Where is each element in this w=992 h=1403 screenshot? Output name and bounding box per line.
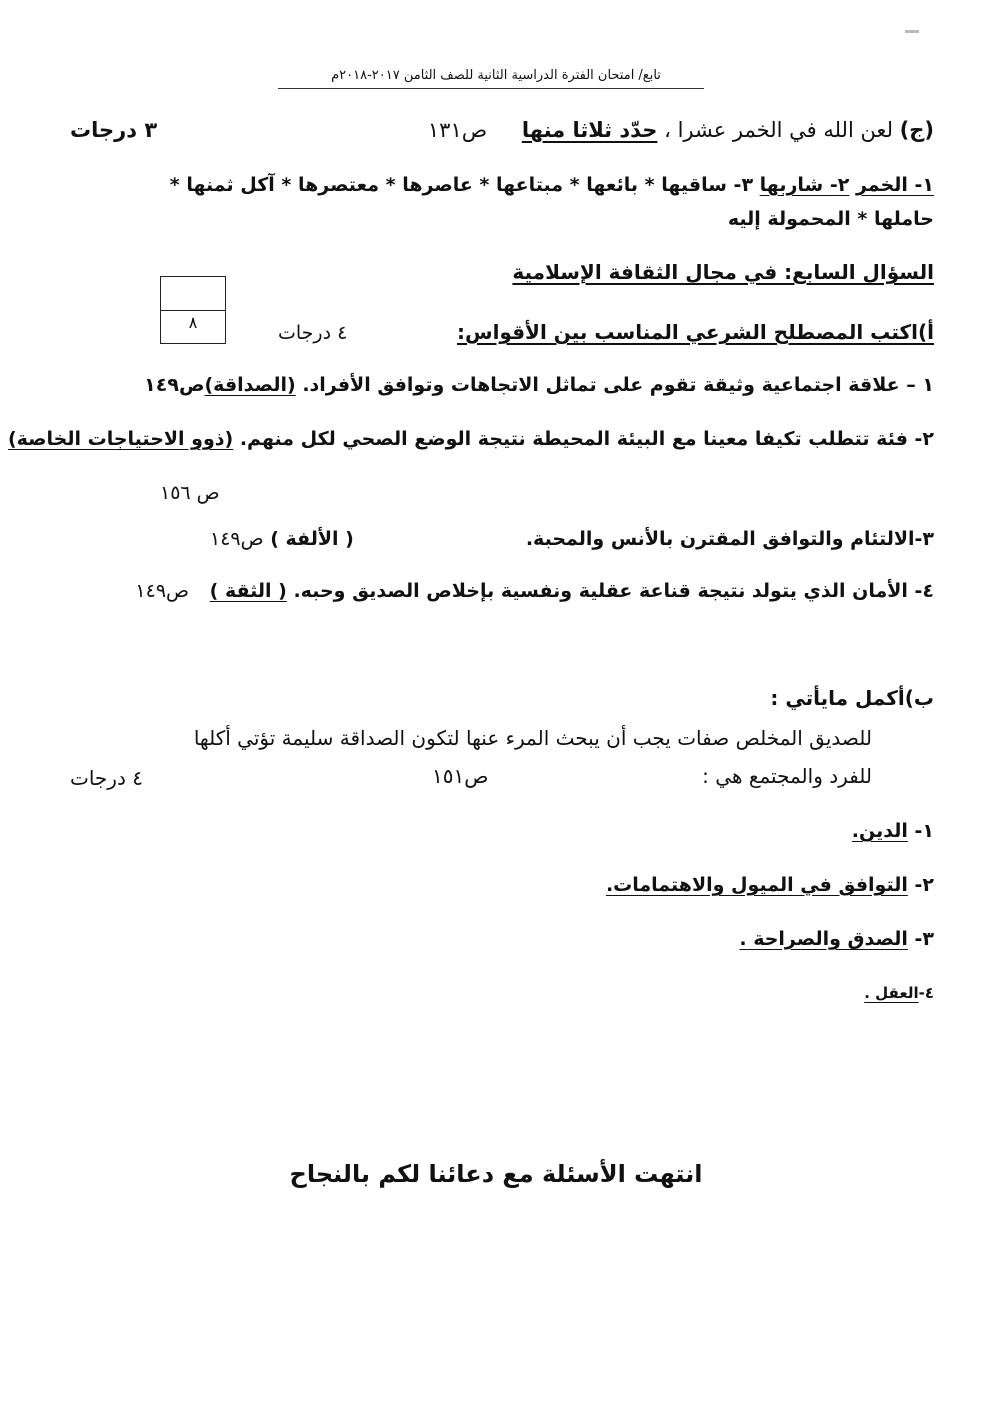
answer-text: الدين. xyxy=(851,820,908,842)
question-seven-title: السؤال السابع: في مجال الثقافة الإسلامية xyxy=(512,260,934,284)
part-b-marks: ٤ درجات xyxy=(70,766,143,790)
answer-item: * آكل ثمنها * xyxy=(169,174,292,196)
part-c-instruction: حدّد ثلاثا منها xyxy=(521,118,658,142)
answer-item: ١- الخمر xyxy=(855,174,934,196)
item-answer: (ذوو الاحتياجات الخاصة) xyxy=(7,428,234,450)
answer-item: ٢- شاربها xyxy=(759,174,850,196)
answer-item: * عاصرها xyxy=(402,174,490,196)
part-a-item-1 xyxy=(144,374,934,396)
answer-item: * معتصرها xyxy=(297,174,396,196)
scan-mark xyxy=(905,30,919,33)
part-c-answers-line2: حاملها * المحمولة إليه xyxy=(727,208,934,230)
part-a-item-3-answer xyxy=(210,528,354,550)
item-text: ٢- فئة تتطلب تكيفا معينا مع البيئة المحيطة نتيجة الوضع الصحي لكل منهم. xyxy=(239,428,934,450)
part-a-item-4 xyxy=(135,580,934,602)
part-a-marks: ٤ درجات xyxy=(278,322,348,344)
part-b-page-ref: ص١٥١ xyxy=(432,764,489,788)
part-c-page-ref: ص١٣١ xyxy=(427,118,488,142)
answer-text: الصدق والصراحة . xyxy=(739,928,908,950)
item-answer: ( الألفة ) xyxy=(270,528,354,550)
part-a-item-2-ref: ص ١٥٦ xyxy=(160,482,220,504)
item-answer: ( الثقة ) xyxy=(209,580,287,602)
part-c-text: لعن الله في الخمر عشرا ، xyxy=(664,118,893,142)
answer-item: * مبتاعها xyxy=(496,174,580,196)
answer-num: ١- xyxy=(914,820,934,842)
part-b-line1: للصديق المخلص صفات يجب أن يبحث المرء عنها لتكون الصداقة سليمة تؤتي أكلها xyxy=(193,726,872,750)
answer-text: التوافق في الميول والاهتمامات. xyxy=(605,874,908,896)
part-b-answer-3 xyxy=(739,928,934,950)
score-box-value: ٨ xyxy=(188,313,198,332)
answer-text: العقل . xyxy=(864,984,919,1002)
exam-header: تابع/ امتحان الفترة الدراسية الثانية للصف الثامن ٢٠١٧-٢٠١٨م xyxy=(331,68,661,83)
part-b-instruction: ب)أكمل مايأتي : xyxy=(770,686,934,710)
item-ref: ص١٤٩ xyxy=(210,528,264,550)
item-ref: ص١٤٩ xyxy=(135,580,190,602)
part-b-answer-2 xyxy=(606,874,934,896)
answer-item: * بائعها xyxy=(586,174,655,196)
item-text: ١ – علاقة اجتماعية وثيقة تقوم على تماثل الاتجاهات وتوافق الأفراد. xyxy=(302,374,934,396)
score-box xyxy=(160,276,226,344)
item-text: ٤- الأمان الذي يتولد نتيجة قناعة عقلية ونفسية بإخلاص الصديق وحبه. xyxy=(293,580,934,602)
part-a-item-3: ٣-الالتئام والتوافق المقترن بالأنس والمحبة. xyxy=(525,528,934,550)
item-answer: (الصداقة) xyxy=(204,374,296,396)
item-ref: ص١٤٩ xyxy=(144,374,205,396)
header-rule xyxy=(278,88,704,89)
part-b-line2: للفرد والمجتمع هي : xyxy=(702,764,872,788)
part-c-answers xyxy=(170,174,934,196)
closing-message: انتهت الأسئلة مع دعائنا لكم بالنجاح xyxy=(289,1160,703,1188)
part-b-answer-1 xyxy=(852,820,934,842)
part-b-answer-4 xyxy=(864,984,934,1002)
answer-num: ٤- xyxy=(918,984,934,1002)
part-c-label: (ج) xyxy=(899,118,934,142)
score-box-divider xyxy=(161,310,225,311)
part-a-instruction: أ)اكتب المصطلح الشرعي المناسب بين الأقواس: xyxy=(456,320,934,344)
answer-num: ٣- xyxy=(914,928,934,950)
part-c-marks: ٣ درجات xyxy=(70,118,158,142)
part-a-item-2 xyxy=(8,428,934,450)
answer-num: ٢- xyxy=(914,874,934,896)
answer-item: ٣- ساقيها xyxy=(661,174,754,196)
part-c-question xyxy=(428,118,934,142)
